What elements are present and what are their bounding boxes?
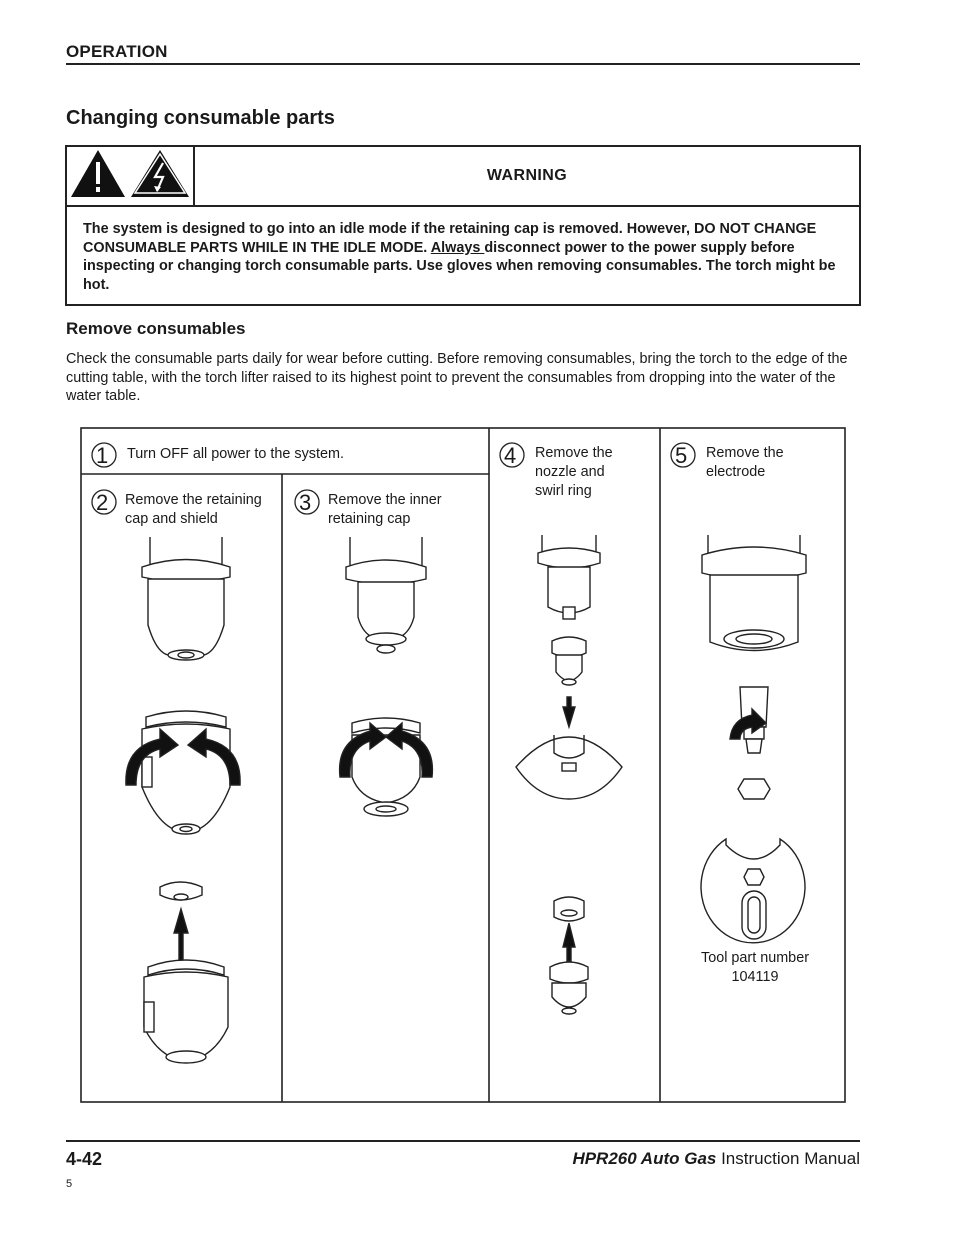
header-rule <box>66 63 860 65</box>
page-title: Changing consumable parts <box>66 107 335 129</box>
electrode-torch-illustration <box>702 535 806 799</box>
footer-doc: Instruction Manual <box>716 1149 860 1168</box>
step-3-line-1: Remove the inner <box>328 492 442 508</box>
warning-divider <box>67 205 859 207</box>
inner-cap-rotate-illustration <box>340 718 433 816</box>
footer-small-number: 5 <box>66 1178 73 1190</box>
cap-rotate-illustration <box>126 711 240 834</box>
warning-heading: WARNING <box>486 167 568 184</box>
warning-icons <box>67 147 195 205</box>
tool-part-number: 104119 <box>731 969 779 985</box>
swirl-ring-illustration <box>550 897 588 1014</box>
tool-caption <box>680 949 830 987</box>
step-4-line-2: nozzle and <box>535 464 605 480</box>
electric-shock-icon <box>131 150 189 197</box>
step-5-text <box>706 444 784 482</box>
warning-text-underlined: Always <box>430 239 485 256</box>
warning-text <box>83 220 841 294</box>
warning-box <box>65 145 861 306</box>
step-5-line-2: electrode <box>706 464 766 480</box>
electrode-tool-illustration <box>701 839 805 943</box>
footer-rule <box>66 1140 860 1142</box>
remove-consumables-paragraph: Check the consumable parts daily for wear before cutting. Before removing consumables, bring the torch to the edge of the cutting table, with the torch lifter raised to its highest point to prevent the consumables from dropping into the water of the water table. <box>66 351 848 405</box>
shield-removal-illustration <box>144 882 228 1063</box>
step-5-number: 5 <box>675 443 688 468</box>
warning-triangle-icon <box>67 147 193 205</box>
warning-text-part-2: disconnect power to the power supply before inspecting or changing torch consumable parts. Use gloves when removing consumables. The torch might be hot. <box>83 239 836 293</box>
section-header: OPERATION <box>66 42 168 61</box>
footer-product: HPR260 Auto Gas <box>572 1149 717 1168</box>
step-1-number: 1 <box>96 443 109 468</box>
step-2-number: 2 <box>96 490 109 515</box>
tool-label: Tool part number <box>701 950 809 966</box>
warning-text-part-1: The system is designed to go into an idle mode if the retaining cap is removed. However, DO NOT CHANGE CONSUMABLE PARTS WHILE IN THE IDLE MODE. <box>83 221 817 256</box>
step-3-text <box>328 491 442 529</box>
step-3-line-2: retaining cap <box>328 511 411 527</box>
procedure-figure <box>80 427 846 1103</box>
inner-cap-illustration <box>346 537 426 653</box>
step-1-text: Turn OFF all power to the system. <box>127 446 344 462</box>
nozzle-illustration <box>516 535 622 799</box>
step-3-number: 3 <box>299 490 312 515</box>
footer-page-number: 4-42 <box>66 1149 103 1169</box>
step-2-line-1: Remove the retaining <box>125 492 262 508</box>
remove-consumables-title: Remove consumables <box>66 319 246 338</box>
footer-manual-title <box>572 1149 860 1169</box>
step-4-line-1: Remove the <box>535 445 613 461</box>
step-4-number: 4 <box>504 443 517 468</box>
step-5-line-1: Remove the <box>706 445 784 461</box>
step-2-text <box>125 491 262 529</box>
retaining-cap-illustration <box>142 537 230 660</box>
step-4-text <box>535 444 613 501</box>
step-4-line-3: swirl ring <box>535 483 592 499</box>
step-2-line-2: cap and shield <box>125 511 218 527</box>
